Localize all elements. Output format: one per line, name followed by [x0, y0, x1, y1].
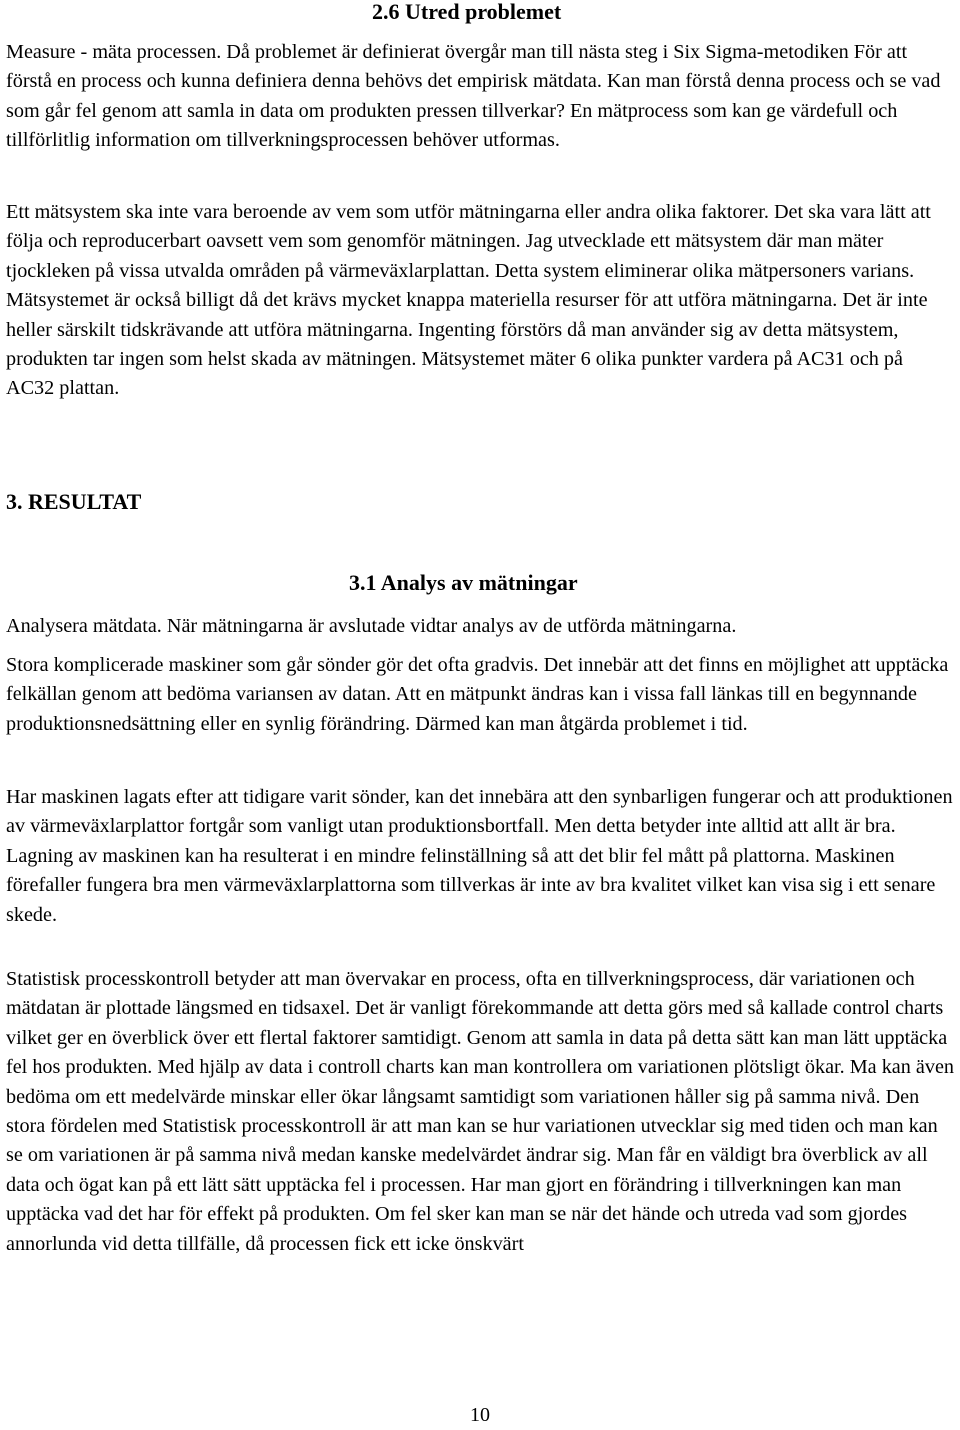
paragraph-stora-maskiner: Stora komplicerade maskiner som går sönder gör det ofta gradvis. Det innebär att det finns en möjlighet att upptäcka felkällan genom att bedöma variansen av datan. Att en mätpunkt ändras kan i vissa fall länkas till en begynnande produktionsnedsättning eller en synlig förändring. Därmed kan man åtgärda problemet i tid. — [6, 654, 949, 735]
paragraph-analysera-matdata: Analysera mätdata. När mätningarna är avslutade vidtar analys av de utförda mätningarna. — [6, 615, 737, 637]
paragraph-matsystem: Ett mätsystem ska inte vara beroende av vem som utför mätningarna eller andra olika faktorer. Det ska vara lätt att följa och reproducerbart oavsett vem som genomför mätningen. Jag utvecklade ett mätsystem där man mäter tjockleken på vissa utvalda områden på värmeväxlarplattan. Detta system eliminerar olika mätpersoners varians. Mätsystemet är också billigt då det krävs mycket knappa materiella resurser för att utföra mätningarna. Det är inte heller särskilt tidskrävande att utföra mätningarna. Ingenting förstörs då man använder sig av detta mätsystem, produkten tar ingen som helst skada av mätningen. Mätsystemet mäter 6 olika punkter vardera på AC31 och på AC32 plattan. — [6, 201, 931, 400]
chapter-heading-resultat: 3. RESULTAT — [6, 489, 142, 514]
section-heading-analys-av-matningar: 3.1 Analys av mätningar — [349, 570, 578, 595]
paragraph-measure: Measure - mäta processen. Då problemet är definierat övergår man till nästa steg i Six Sigma-metodiken För att förstå en process och kunna definiera denna behövs det empirisk mätdata. Kan man förstå denna process och se vad som går fel genom att samla in data om produkten pressen tillverkar? En mätprocess som kan ge värdefull och tillförlitlig information om tillverkningsprocessen behöver utformas. — [6, 41, 941, 152]
paragraph-maskinen-lagats: Har maskinen lagats efter att tidigare varit sönder, kan det innebära att den synbarligen fungerar och att produktionen av värmeväxlarplattor fortgår som vanligt utan produktionsbortfall. Men detta betyder inte alltid att allt är bra. Lagning av maskinen kan ha resulterat i en mindre felinställning så att det blir fel mått på plattorna. Maskinen förefaller fungera bra men värmeväxlarplattorna som tillverkas är inte av bra kvalitet vilket kan visa sig i ett senare skede. — [6, 786, 953, 926]
paragraph-statistisk-processkontroll: Statistisk processkontroll betyder att man övervakar en process, ofta en tillverkningsprocess, där variationen och mätdatan är plottade längsmed en tidsaxel. Det är vanligt förekommande att detta görs med så kallade control charts vilket ger en överblick över ett flertal faktorer samtidigt. Genom att samla in data på detta sätt kan man lätt upptäcka fel hos produkten. Med hjälp av data i controll charts kan man kontrollera om variationen plötsligt ökar. Ma kan även bedöma om ett medelvärde minskar eller ökar långsamt samtidigt som variationen håller sig på samma nivå. Den stora fördelen med Statistisk processkontroll är att man kan se hur variationen utvecklar sig med tiden och man kan se om variationen är på samma nivå medan kanske medelvärdet ändrar sig. Man får en väldigt bra överblick av all data och ögat kan på ett lätt sätt upptäcka fel i processen. Har man gjort en förändring i tillverkningen kan man upptäcka vad det har för effekt på produkten. Om fel sker kan man se när det hände och utreda vad som gjordes annorlunda vid detta tillfälle, då processen fick ett icke önskvärt — [6, 968, 954, 1255]
page-number: 10 — [470, 1404, 490, 1426]
section-heading-utred-problemet: 2.6 Utred problemet — [372, 0, 562, 24]
